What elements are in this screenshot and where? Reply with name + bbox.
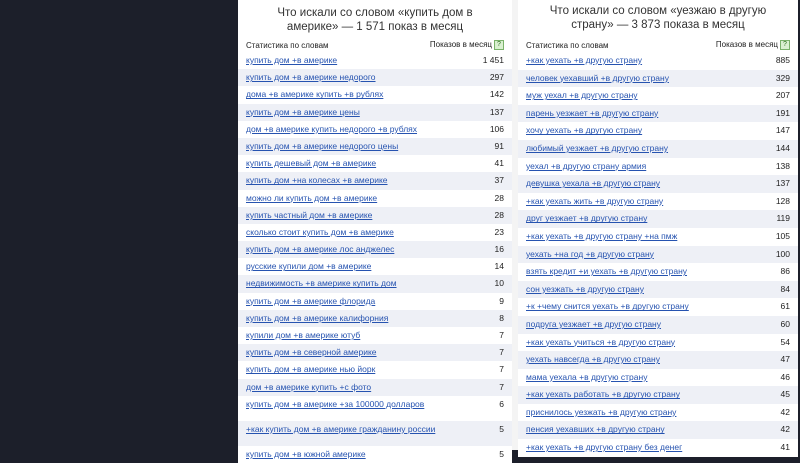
- query-link[interactable]: +как купить дом +в америке гражданину россии: [246, 423, 436, 434]
- table-row: [238, 104, 512, 121]
- impressions-count: 105: [775, 230, 790, 241]
- table-row: [238, 224, 512, 241]
- table-row: [518, 281, 798, 299]
- impressions-count: 7: [499, 347, 504, 358]
- query-link[interactable]: купить дом +в америке: [246, 55, 338, 65]
- right-stats-panel: [518, 0, 798, 453]
- query-link[interactable]: купить дом +в южной америке: [246, 448, 366, 459]
- right-panel-title: Что искали со словом «уезжаю в другую страну» — 3 873 показа в месяц: [549, 5, 767, 31]
- query-link[interactable]: можно ли купить дом +в америке: [246, 192, 378, 203]
- query-link[interactable]: уехать навсегда +в другую страну: [526, 354, 660, 365]
- impressions-count: 329: [775, 72, 790, 83]
- impressions-count: 119: [776, 213, 790, 224]
- table-row: [518, 421, 798, 439]
- query-link[interactable]: друг уезжает +в другую страну: [526, 213, 648, 224]
- query-link[interactable]: купили дом +в америке ютуб: [246, 330, 361, 340]
- query-link[interactable]: купить дом +на колесах +в америке: [246, 175, 388, 186]
- table-row: [238, 69, 512, 86]
- table-row: [518, 369, 798, 387]
- table-row: [238, 52, 512, 69]
- impressions-count: 61: [780, 301, 790, 312]
- query-link[interactable]: +как уехать +в другую страну +на пмж: [526, 230, 678, 241]
- table-row: [518, 140, 798, 158]
- query-link[interactable]: русские купили дом +в америке: [246, 261, 372, 272]
- impressions-count: 16: [494, 244, 504, 255]
- impressions-count: 7: [499, 381, 504, 392]
- impressions-count: 137: [489, 106, 504, 117]
- table-row: [518, 175, 798, 193]
- help-icon[interactable]: ?: [780, 40, 790, 50]
- left-col-query-header: Статистика по словам: [246, 40, 329, 50]
- left-panel-title: Что искали со словом «купить дом в америке» — 1 571 показ в месяц: [277, 7, 473, 33]
- table-row: [238, 379, 512, 396]
- table-row: [238, 446, 512, 463]
- impressions-count: 86: [780, 266, 790, 277]
- impressions-count: 142: [489, 89, 504, 100]
- query-link[interactable]: недвижимость +в америке купить дом: [246, 278, 397, 289]
- table-row: [238, 138, 512, 155]
- impressions-count: 144: [775, 142, 790, 153]
- query-link[interactable]: +как уехать жить +в другую страну: [526, 195, 664, 206]
- query-link[interactable]: муж уехал +в другую страну: [526, 90, 638, 101]
- query-link[interactable]: девушка уехала +в другую страну: [526, 178, 661, 189]
- table-row: [238, 121, 512, 138]
- table-row: [518, 228, 798, 246]
- table-row: [518, 70, 798, 88]
- query-link[interactable]: приснилось уезжать +в другую страну: [526, 406, 677, 417]
- table-row: [518, 246, 798, 264]
- query-link[interactable]: купить дом +в америке недорого цены: [246, 140, 399, 151]
- table-row: [518, 87, 798, 105]
- table-row: [518, 386, 798, 404]
- impressions-count: 7: [499, 330, 504, 340]
- table-row: [238, 190, 512, 207]
- impressions-count: 885: [775, 55, 790, 65]
- table-row: [238, 172, 512, 189]
- query-link[interactable]: дом +в америке купить недорого +в рублях: [246, 123, 418, 134]
- query-link[interactable]: любимый уезжает +в другую страну: [526, 142, 669, 153]
- table-row: [238, 361, 512, 378]
- impressions-count: 10: [494, 278, 504, 289]
- query-link[interactable]: уехать +на год +в другую страну: [526, 248, 654, 259]
- query-link[interactable]: парень уезжает +в другую страну: [526, 107, 659, 118]
- right-col-count-header: [716, 40, 790, 50]
- left-table-header: [238, 38, 512, 52]
- table-row: [518, 298, 798, 316]
- impressions-count: 6: [499, 398, 504, 409]
- table-row: [238, 344, 512, 361]
- impressions-count: 100: [775, 248, 790, 259]
- impressions-count: 191: [775, 107, 790, 118]
- query-link[interactable]: мама уехала +в другую страну: [526, 371, 648, 382]
- impressions-count: 5: [499, 448, 504, 459]
- impressions-count: 84: [780, 283, 790, 294]
- query-link[interactable]: уехал +в другую страну армия: [526, 160, 647, 171]
- left-stats-panel: [238, 0, 512, 459]
- query-link[interactable]: +как уехать учиться +в другую страну: [526, 336, 676, 347]
- query-link[interactable]: +как уехать +в другую страну без денег: [526, 442, 683, 453]
- impressions-count: 9: [499, 295, 504, 306]
- right-col-count-label: Показов в месяц: [715, 40, 778, 50]
- table-row: [238, 155, 512, 172]
- table-row: [238, 293, 512, 310]
- query-link[interactable]: сон уезжать +в другую страну: [526, 283, 644, 294]
- query-link[interactable]: дома +в америке купить +в рублях: [246, 89, 384, 100]
- impressions-count: 5: [499, 423, 504, 434]
- table-row: [238, 86, 512, 103]
- impressions-count: 14: [494, 261, 504, 272]
- table-row: [518, 439, 798, 457]
- impressions-count: 47: [780, 354, 790, 365]
- impressions-count: 138: [775, 160, 790, 171]
- table-row: [238, 258, 512, 275]
- impressions-count: 91: [494, 140, 504, 151]
- query-link[interactable]: хочу уехать +в другую страну: [526, 125, 643, 136]
- table-row: [518, 105, 798, 123]
- impressions-count: 207: [775, 90, 790, 101]
- impressions-count: 128: [775, 195, 790, 206]
- table-row: [238, 396, 512, 421]
- impressions-count: 54: [780, 336, 790, 347]
- impressions-count: 45: [780, 389, 790, 400]
- impressions-count: 42: [780, 424, 790, 435]
- table-row: [518, 158, 798, 176]
- impressions-count: 23: [494, 226, 504, 237]
- left-col-count-header: [430, 40, 504, 50]
- query-link[interactable]: +к +чему снится уехать +в другую страну: [526, 301, 689, 312]
- query-link[interactable]: купить дом +в америке недорого: [246, 72, 376, 83]
- table-row: [238, 275, 512, 292]
- table-row: [518, 404, 798, 422]
- impressions-count: 8: [499, 312, 504, 323]
- right-table-header: [518, 38, 798, 52]
- query-link[interactable]: +как уехать +в другую страну: [526, 55, 643, 65]
- table-row: [518, 263, 798, 281]
- impressions-count: 42: [780, 406, 790, 417]
- table-row: [238, 421, 512, 446]
- impressions-count: 7: [499, 364, 504, 375]
- table-row: [238, 310, 512, 327]
- table-row: [238, 327, 512, 344]
- table-row: [518, 52, 798, 70]
- query-link[interactable]: купить дом +в америке калифорния: [246, 312, 389, 323]
- query-link[interactable]: купить дом +в америке флорида: [246, 295, 376, 306]
- left-col-count-label: Показов в месяц: [429, 40, 492, 50]
- impressions-count: 41: [494, 158, 504, 169]
- impressions-count: 37: [494, 175, 504, 186]
- right-col-query-header: Статистика по словам: [526, 40, 609, 50]
- help-icon[interactable]: ?: [494, 40, 504, 50]
- query-link[interactable]: купить дом +в северной америке: [246, 347, 377, 358]
- query-link[interactable]: купить дом +в америке лос анджелес: [246, 244, 395, 255]
- table-row: [518, 334, 798, 352]
- query-link[interactable]: человек уехавший +в другую страну: [526, 72, 669, 83]
- query-link[interactable]: купить дешевый дом +в америке: [246, 158, 377, 169]
- impressions-count: 28: [494, 209, 504, 220]
- table-row: [518, 351, 798, 369]
- table-row: [238, 241, 512, 258]
- impressions-count: 106: [489, 123, 504, 134]
- query-link[interactable]: купить дом +в америке нью йорк: [246, 364, 376, 375]
- right-query-list: [518, 52, 798, 457]
- table-row: [238, 207, 512, 224]
- query-link[interactable]: пенсия уехавших +в другую страну: [526, 424, 665, 435]
- impressions-count: 147: [775, 125, 790, 136]
- impressions-count: 46: [780, 371, 790, 382]
- query-link[interactable]: купить дом +в америке цены: [246, 106, 360, 117]
- impressions-count: 1 451: [482, 55, 504, 65]
- impressions-count: 297: [489, 72, 504, 83]
- query-link[interactable]: подруга уезжает +в другую страну: [526, 318, 662, 329]
- impressions-count: 28: [494, 192, 504, 203]
- impressions-count: 137: [775, 178, 790, 189]
- table-row: [518, 193, 798, 211]
- query-link[interactable]: взять кредит +и уехать +в другую страну: [526, 266, 688, 277]
- impressions-count: 60: [780, 318, 790, 329]
- query-link[interactable]: +как уехать работать +в другую страну: [526, 389, 680, 400]
- query-link[interactable]: дом +в америке купить +с фото: [246, 381, 372, 392]
- table-row: [518, 316, 798, 334]
- table-row: [518, 122, 798, 140]
- table-row: [518, 210, 798, 228]
- query-link[interactable]: сколько стоит купить дом +в америке: [246, 226, 394, 237]
- left-query-list: [238, 52, 512, 463]
- query-link[interactable]: купить дом +в америке +за 100000 долларов: [246, 398, 425, 409]
- query-link[interactable]: купить частный дом +в америке: [246, 209, 373, 220]
- impressions-count: 41: [780, 442, 790, 453]
